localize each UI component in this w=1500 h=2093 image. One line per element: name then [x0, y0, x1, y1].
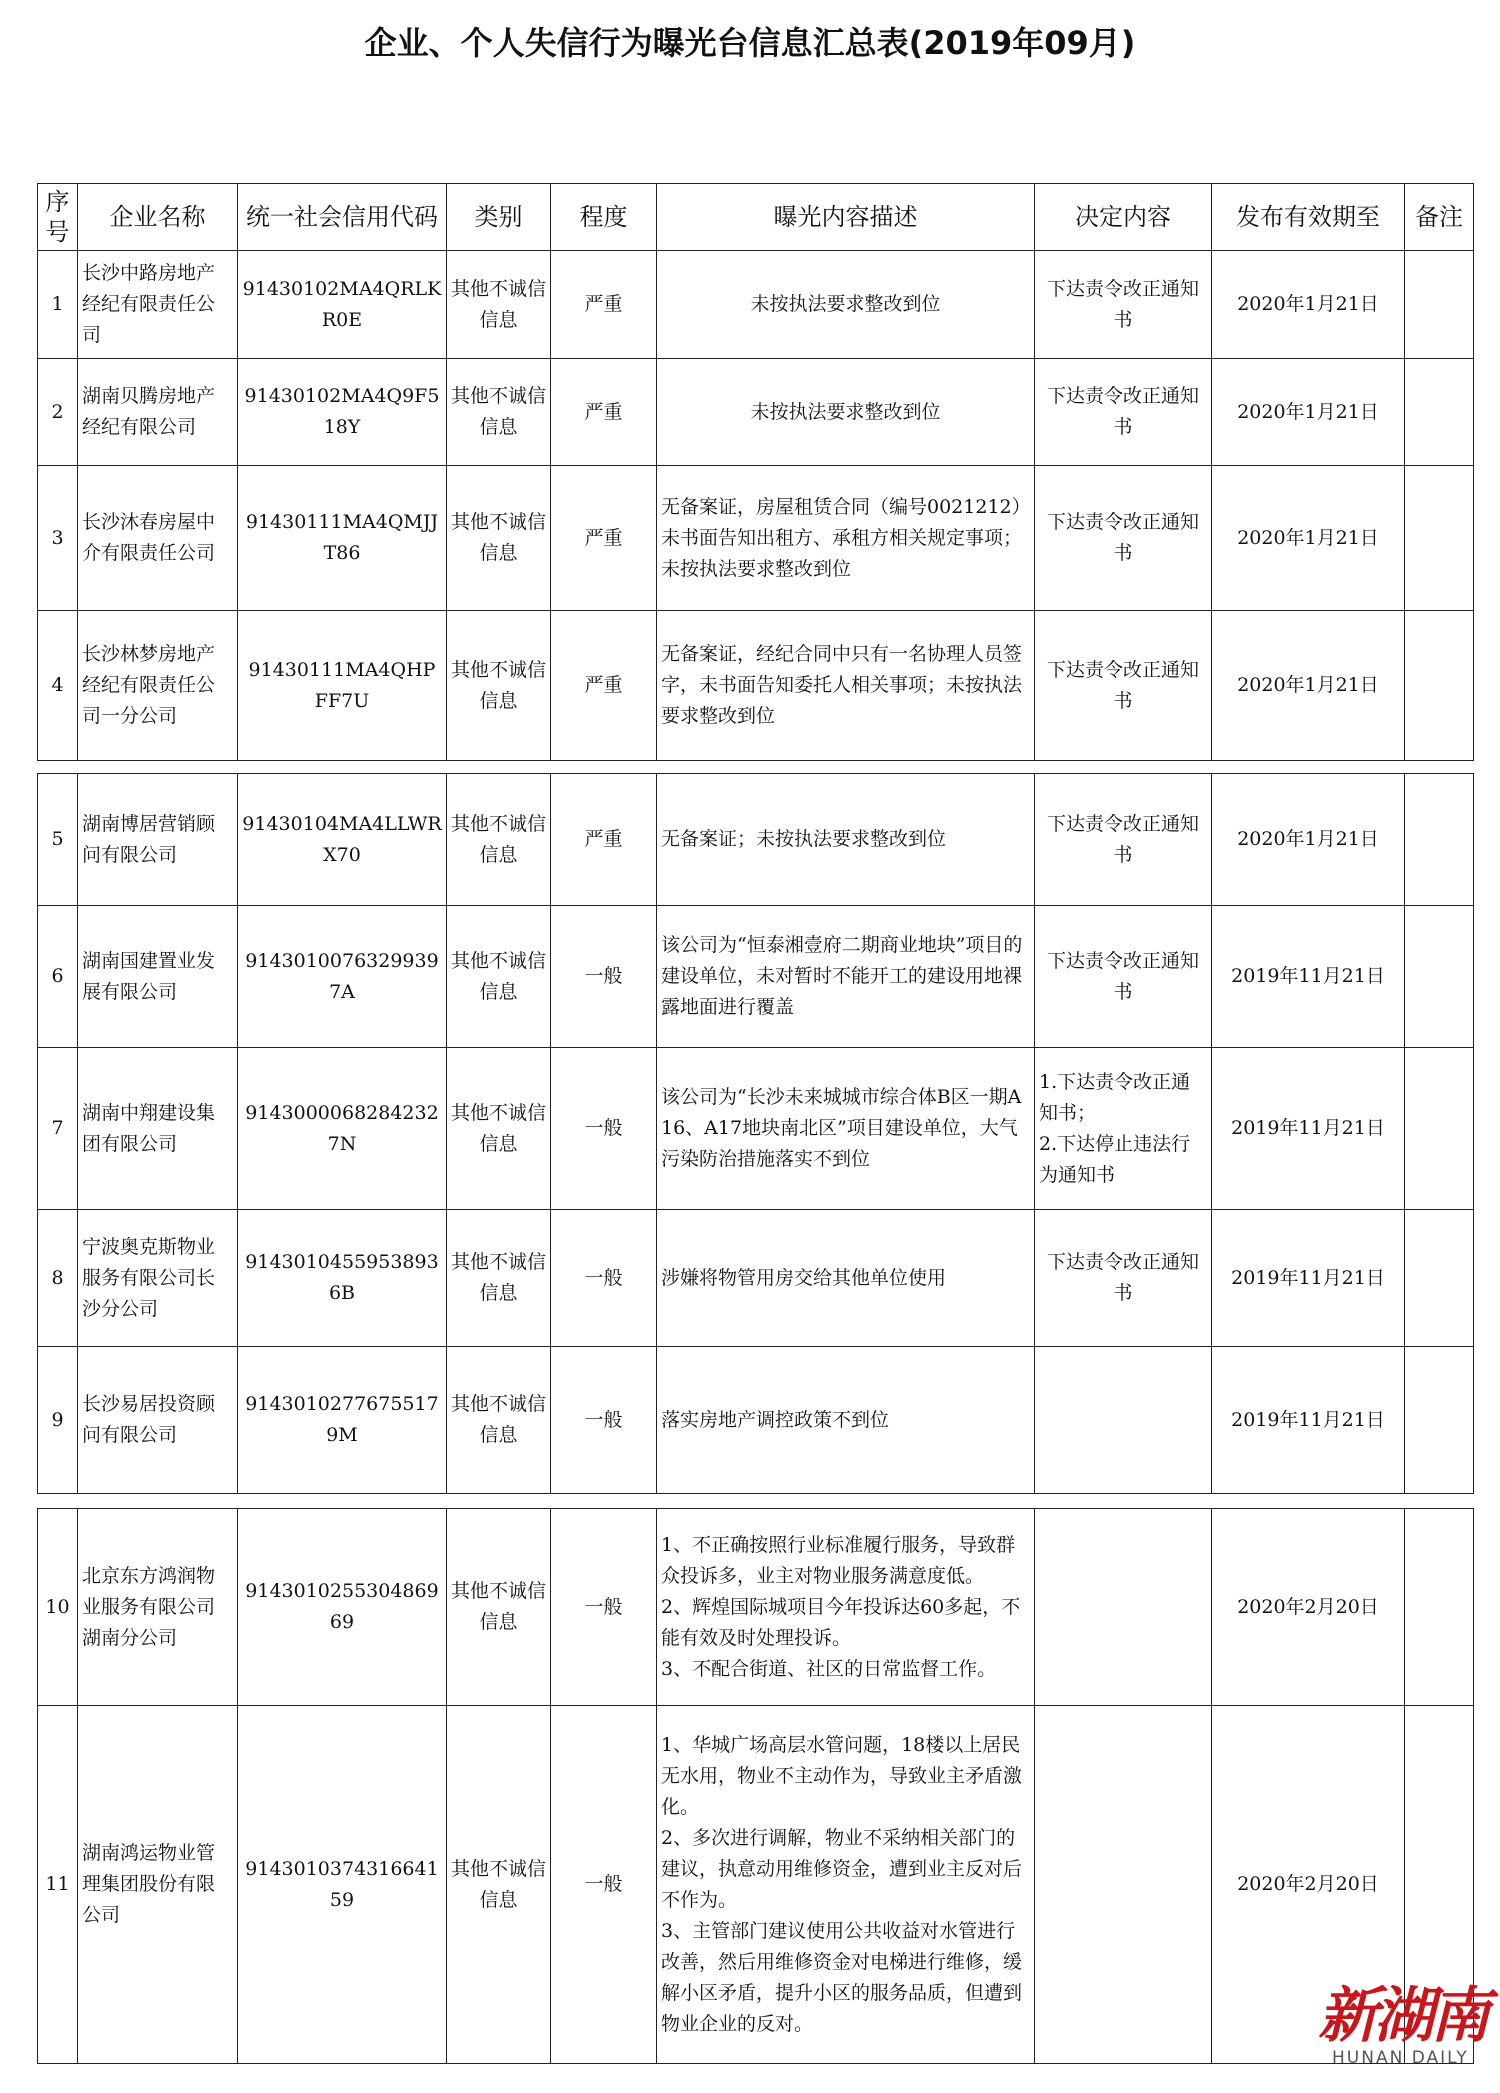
- cell-decision: [1035, 774, 1212, 906]
- cell-expiry: 2020年1月21日: [1212, 774, 1405, 906]
- decision-line: 下达责令改正通知书: [1046, 812, 1199, 866]
- cell-name: 长沙林梦房地产经纪有限责任公司一分公司: [78, 611, 238, 761]
- cell-category: 其他不诚信信息: [447, 611, 551, 761]
- cell-name: 湖南贝腾房地产经纪有限公司: [78, 359, 238, 466]
- cell-category: 其他不诚信信息: [447, 1509, 551, 1706]
- cell-note: [1405, 466, 1474, 611]
- cell-degree: 严重: [551, 611, 657, 761]
- table-row: [38, 774, 1474, 906]
- cell-category: 其他不诚信信息: [447, 1210, 551, 1347]
- decision-line: 1.下达责令改正通知书；: [1039, 1070, 1191, 1124]
- logo-cn-text: 新湖南: [1318, 1981, 1486, 2051]
- header-expiry: 发布有效期至: [1212, 184, 1405, 251]
- cell-name: 宁波奥克斯物业服务有限公司长沙分公司: [78, 1210, 238, 1347]
- desc-line: 无备案证，房屋租赁合同（编号0021212）未书面告知出租方、承租方相关规定事项；未按执法要求整改到位: [661, 495, 1023, 580]
- decision-line: 下达责令改正通知书: [1046, 949, 1199, 1003]
- cell-code: 91430111MA4QMJJT86: [238, 466, 447, 611]
- desc-line: 1、不正确按照行业标准履行服务，导致群众投诉多，业主对物业服务满意度低。: [661, 1533, 1016, 1587]
- cell-no: 5: [38, 774, 78, 906]
- cell-no: 2: [38, 359, 78, 466]
- cell-no: 4: [38, 611, 78, 761]
- cell-decision: [1035, 1210, 1212, 1347]
- cell-note: [1405, 1210, 1474, 1347]
- decision-line: 下达责令改正通知书: [1046, 277, 1199, 331]
- desc-line: 该公司为“长沙未来城城市综合体B区一期A16、A17地块南北区”项目建设单位，大气污染防治措施落实不到位: [661, 1086, 1022, 1170]
- cell-note: [1405, 251, 1474, 359]
- cell-category: 其他不诚信信息: [447, 466, 551, 611]
- cell-degree: 一般: [551, 1347, 657, 1494]
- desc-line: 涉嫌将物管用房交给其他单位使用: [661, 1266, 947, 1289]
- cell-expiry: 2019年11月21日: [1212, 1347, 1405, 1494]
- cell-decision: [1035, 611, 1212, 761]
- cell-decision: [1035, 359, 1212, 466]
- cell-decision: [1035, 1048, 1212, 1210]
- cell-desc: [657, 359, 1035, 466]
- cell-note: [1405, 1509, 1474, 1706]
- decision-line: 下达责令改正通知书: [1046, 658, 1199, 712]
- decision-line: 下达责令改正通知书: [1046, 385, 1199, 438]
- table-row: [38, 1509, 1474, 1706]
- desc-line: 2、多次进行调解，物业不采纳相关部门的建议，执意动用维修资金，遭到业主反对后不作为。: [661, 1826, 1023, 1911]
- cell-note: [1405, 906, 1474, 1048]
- header-no: 序号: [38, 184, 78, 251]
- info-table-part-3: [37, 1508, 1474, 2064]
- desc-line: 该公司为“恒泰湘壹府二期商业地块”项目的建设单位，未对暂时不能开工的建设用地裸露地面进行覆盖: [661, 934, 1023, 1018]
- desc-line: 3、主管部门建议使用公共收益对水管进行改善，然后用维修资金对电梯进行维修，缓解小区矛盾，提升小区的服务品质，但遭到物业企业的反对。: [661, 1919, 1023, 2035]
- page-title: 企业、个人失信行为曝光台信息汇总表(2019年09月): [364, 24, 1136, 62]
- header-category: 类别: [447, 184, 551, 251]
- cell-decision: [1035, 251, 1212, 359]
- cell-desc: [657, 1347, 1035, 1494]
- cell-expiry: 2020年2月20日: [1212, 1706, 1405, 2064]
- desc-line: 1、华城广场高层水管问题，18楼以上居民无水用，物业不主动作为，导致业主矛盾激化。: [661, 1733, 1023, 1818]
- table-row: [38, 906, 1474, 1048]
- cell-decision: [1035, 906, 1212, 1048]
- cell-desc: [657, 774, 1035, 906]
- desc-line: 未按执法要求整改到位: [750, 400, 941, 423]
- cell-desc: [657, 1509, 1035, 1706]
- desc-line: 无备案证；未按执法要求整改到位: [661, 828, 947, 850]
- header-code: 统一社会信用代码: [238, 184, 447, 251]
- cell-note: [1405, 611, 1474, 761]
- table-row: [38, 1347, 1474, 1494]
- cell-no: 6: [38, 906, 78, 1048]
- desc-line: 2、辉煌国际城项目今年投诉达60多起，不能有效及时处理投诉。: [661, 1595, 1021, 1649]
- cell-decision: [1035, 1706, 1212, 2064]
- table-row: [38, 359, 1474, 466]
- hunan-daily-logo: [1318, 1968, 1486, 2078]
- cell-category: 其他不诚信信息: [447, 251, 551, 359]
- cell-code: 914301025530486969: [238, 1509, 447, 1706]
- cell-degree: 严重: [551, 466, 657, 611]
- cell-expiry: 2020年1月21日: [1212, 251, 1405, 359]
- cell-name: 长沙中路房地产经纪有限责任公司: [78, 251, 238, 359]
- header-name: 企业名称: [78, 184, 238, 251]
- table-row: [38, 466, 1474, 611]
- cell-degree: 一般: [551, 1706, 657, 2064]
- cell-code: 91430100763299397A: [238, 906, 447, 1048]
- cell-code: 91430102776755179M: [238, 1347, 447, 1494]
- cell-degree: 一般: [551, 1210, 657, 1347]
- table-row: [38, 1706, 1474, 2064]
- table-row: [38, 251, 1474, 359]
- logo-en-text: HUNAN DAILY: [1332, 2048, 1469, 2068]
- cell-no: 7: [38, 1048, 78, 1210]
- cell-note: [1405, 359, 1474, 466]
- cell-decision: [1035, 466, 1212, 611]
- cell-no: 10: [38, 1509, 78, 1706]
- cell-name: 长沙沐春房屋中介有限责任公司: [78, 466, 238, 611]
- cell-name: 湖南博居营销顾问有限公司: [78, 774, 238, 906]
- info-table-part-2: [37, 773, 1474, 1494]
- cell-name: 湖南国建置业发展有限公司: [78, 906, 238, 1048]
- cell-degree: 一般: [551, 906, 657, 1048]
- decision-line: 2.下达停止违法行为通知书: [1039, 1132, 1191, 1186]
- cell-desc: [657, 906, 1035, 1048]
- cell-code: 91430104559538936B: [238, 1210, 447, 1347]
- cell-degree: 严重: [551, 774, 657, 906]
- cell-category: 其他不诚信信息: [447, 1347, 551, 1494]
- cell-no: 11: [38, 1706, 78, 2064]
- header-note: 备注: [1405, 184, 1474, 251]
- decision-line: 下达责令改正通知书: [1046, 511, 1199, 564]
- cell-desc: [657, 251, 1035, 359]
- cell-desc: [657, 611, 1035, 761]
- cell-no: 3: [38, 466, 78, 611]
- cell-name: 湖南鸿运物业管理集团股份有限公司: [78, 1706, 238, 2064]
- cell-degree: 严重: [551, 359, 657, 466]
- cell-note: [1405, 1347, 1474, 1494]
- cell-expiry: 2020年1月21日: [1212, 466, 1405, 611]
- decision-line: 下达责令改正通知书: [1046, 1251, 1199, 1304]
- cell-category: 其他不诚信信息: [447, 359, 551, 466]
- cell-code: 91430102MA4QRLKR0E: [238, 251, 447, 359]
- cell-category: 其他不诚信信息: [447, 1048, 551, 1210]
- cell-degree: 一般: [551, 1509, 657, 1706]
- cell-code: 91430000682842327N: [238, 1048, 447, 1210]
- cell-expiry: 2020年2月20日: [1212, 1509, 1405, 1706]
- desc-line: 未按执法要求整改到位: [750, 293, 941, 315]
- cell-name: 北京东方鸿润物业服务有限公司湖南分公司: [78, 1509, 238, 1706]
- cell-expiry: 2020年1月21日: [1212, 359, 1405, 466]
- cell-degree: 严重: [551, 251, 657, 359]
- cell-name: 湖南中翔建设集团有限公司: [78, 1048, 238, 1210]
- info-table-part-1: [37, 183, 1474, 761]
- cell-no: 9: [38, 1347, 78, 1494]
- cell-degree: 一般: [551, 1048, 657, 1210]
- cell-no: 1: [38, 251, 78, 359]
- cell-desc: [657, 1210, 1035, 1347]
- cell-note: [1405, 774, 1474, 906]
- desc-line: 无备案证，经纪合同中只有一名协理人员签字，未书面告知委托人相关事项；未按执法要求整改到位: [661, 643, 1023, 727]
- table-row: [38, 1048, 1474, 1210]
- cell-decision: [1035, 1509, 1212, 1706]
- cell-category: 其他不诚信信息: [447, 906, 551, 1048]
- desc-line: 3、不配合街道、社区的日常监督工作。: [661, 1657, 997, 1680]
- cell-code: 91430111MA4QHPFF7U: [238, 611, 447, 761]
- desc-line: 落实房地产调控政策不到位: [661, 1408, 890, 1431]
- cell-expiry: 2019年11月21日: [1212, 1210, 1405, 1347]
- header-desc: 曝光内容描述: [657, 184, 1035, 251]
- table-row: [38, 611, 1474, 761]
- header-decision: 决定内容: [1035, 184, 1212, 251]
- cell-name: 长沙易居投资顾问有限公司: [78, 1347, 238, 1494]
- cell-code: 914301037431664159: [238, 1706, 447, 2064]
- table-row: [38, 1210, 1474, 1347]
- cell-expiry: 2020年1月21日: [1212, 611, 1405, 761]
- cell-no: 8: [38, 1210, 78, 1347]
- cell-category: 其他不诚信信息: [447, 1706, 551, 2064]
- cell-decision: [1035, 1347, 1212, 1494]
- cell-desc: [657, 1048, 1035, 1210]
- cell-code: 91430104MA4LLWRX70: [238, 774, 447, 906]
- cell-category: 其他不诚信信息: [447, 774, 551, 906]
- table-header-row: [38, 184, 1474, 251]
- cell-desc: [657, 1706, 1035, 2064]
- cell-expiry: 2019年11月21日: [1212, 1048, 1405, 1210]
- cell-code: 91430102MA4Q9F518Y: [238, 359, 447, 466]
- header-degree: 程度: [551, 184, 657, 251]
- cell-expiry: 2019年11月21日: [1212, 906, 1405, 1048]
- cell-desc: [657, 466, 1035, 611]
- cell-note: [1405, 1048, 1474, 1210]
